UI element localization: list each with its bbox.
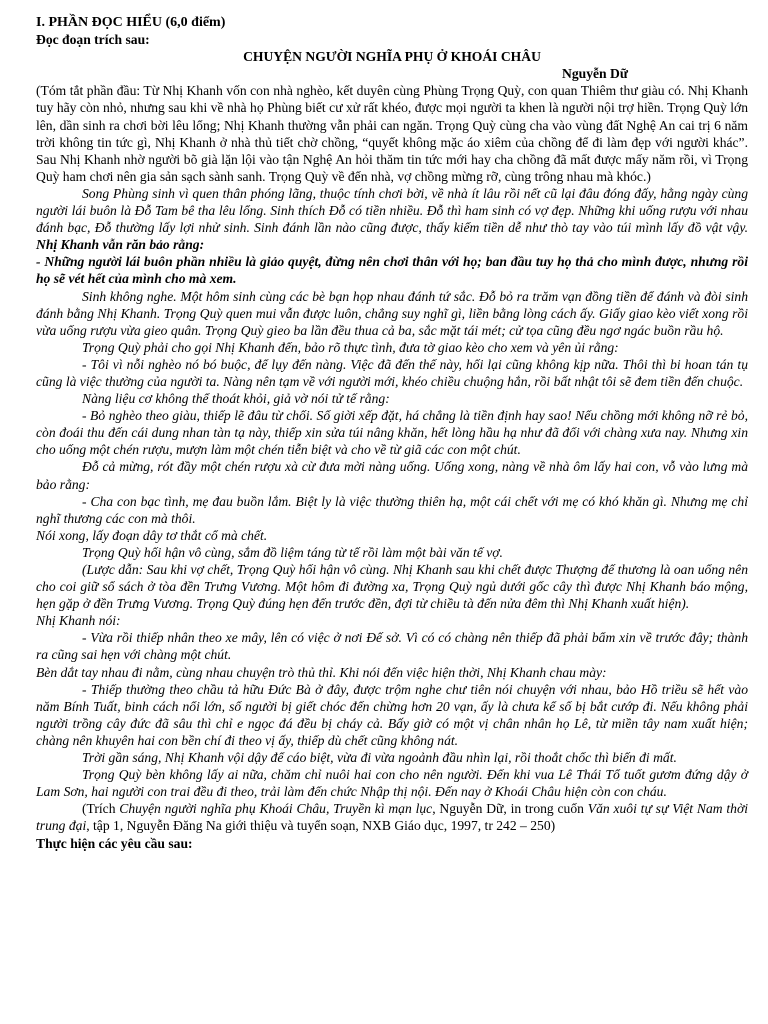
dialogue-paragraph: - Bỏ nghèo theo giàu, thiếp lẽ đâu từ chối. Số giời xếp đặt, há chẳng là tiền định hay sao! Nếu chồng mới không nỡ rẻ bỏ, còn đoái thu đến cái dung nhan tàn tạ này, thiếp xin sửa túi nâng khăn, hết lòng hầu hạ như đã đối với chàng xưa nay. Nhưng xin cho uống một chén rượu, mượn làm một chén tiễn biệt và cho về từ giã các con một chút. [36,408,748,458]
dialogue-paragraph: - Tôi vì nỗi nghèo nó bó buộc, để lụy đến nàng. Việc đã đến thế này, hối lại cũng không kịp nữa. Thôi thì bi hoan tán tụ cũng là việc thường của người ta. Nàng nên tạm về với người mới, khéo chiều chuộng hắn, rồi bất nhật tôi sẽ đem tiền đến chuộc. [36,356,748,389]
dialogue-paragraph: - Thiếp thường theo chầu tả hữu Đức Bà ở đây, được trộm nghe chư tiên nói chuyện với nhau, bảo Hồ triều sẽ hết vào năm Bính Tuất, binh cách nổi lớn, số người bị giết chóc đến chừng hơn 20 vạn, ấy là chưa kể số bị bắt cướp đi. Nếu không phải người trồng cây đức đã sâu thì chỉ e ngọc đá đều bị cháy cả. Bấy giờ có một vị chân nhân họ Lê, từ miền tây nam xuất hiện; chàng nên khuyên hai con bền chí đi theo vị ấy, thiếp dù chết cũng không nát. [36,681,748,748]
story-paragraph: Nhị Khanh nói: [36,613,121,629]
dialogue-paragraph: - Cha con bạc tình, mẹ đau buồn lắm. Biệt ly là việc thường thiên hạ, một cái chết với mẹ có khó khăn gì. Nhưng mẹ chỉ nghĩ thương các con mà thôi. [36,493,748,526]
story-paragraph: Đỗ cả mừng, rót đầy một chén rượu xà cừ đưa mời nàng uống. Uống xong, nàng về nhà ôm lấy hai con, vỗ vào lưng mà bảo rằng: [36,459,748,492]
story-paragraph: Trời gần sáng, Nhị Khanh vội dậy để cáo biệt, vừa đi vừa ngoảnh đầu nhìn lại, rồi thoắt chốc thì biến đi mất. [82,750,677,766]
citation-text: , Nguyễn Dữ, in trong cuốn [432,801,588,817]
story-paragraph: Trọng Quỳ phải cho gọi Nhị Khanh đến, bảo rõ thực tình, đưa tờ giao kèo cho xem và yên ủi rằng: [82,339,619,355]
dialogue-paragraph: - Những người lái buôn phần nhiều là giảo quyệt, đừng nên chơi thân với họ; ban đầu tuy họ thả cho mình được, nhưng rồi họ sẽ vét hết của mình cho mà xem. [36,254,748,287]
story-text: Song Phùng sinh vì quen thân phóng lãng, thuộc tính chơi bời, về nhà ít lâu rồi nết cũ lại đâu đóng đấy, hằng ngày cùng người lái buôn là Đỗ Tam bê tha lêu lổng. Sinh thích Đỗ có tiền nhiều. Đỗ thì ham sinh có vợ đẹp. Những khi uống rượu với nhau đánh bạc, Đỗ thường lấy lợi nhử sinh. Sinh đánh lần nào cũng được, thấy kiếm tiền dễ như thò tay vào túi mình lấy đồ vật vậy. [36,185,748,236]
story-emphasis: Nhị Khanh vẫn răn bảo rằng: [36,237,205,253]
story-paragraph: Sinh không nghe. Một hôm sinh cùng các bè bạn họp nhau đánh tứ sắc. Đỗ bỏ ra trăm vạn đồng tiền để đánh và đòi sinh đánh bằng Nhị Khanh. Trọng Quỳ quen mui vẫn được luôn, chẳng suy nghĩ gì, liền bằng lòng cách ấy. Giấy giao kèo viết xong rồi vừa uống rượu vừa gieo quân. Trọng Quỳ gieo ba lần đều thua cả ba, sắc mặt tái mét; cử tọa cũng đều ngơ ngác buồn rầu hộ. [36,288,748,338]
citation-text: , tập 1, Nguyễn Đăng Na giới thiệu và tuyển soạn, NXB Giáo dục, 1997, tr 242 – 250) [86,818,556,834]
citation-text: (Trích [82,801,120,817]
story-paragraph: Nói xong, lấy đoạn dây tơ thắt cổ mà chết. [36,527,268,543]
story-paragraph: Bèn dắt tay nhau đi nằm, cùng nhau chuyện trò thủ thỉ. Khi nói đến việc hiện thời, Nhị Khanh chau mày: [36,664,607,680]
story-paragraph: Trọng Quỳ hối hận vô cùng, sắm đồ liệm táng từ tế rồi làm một bài văn tế vợ. [82,544,503,560]
citation-work-title: Chuyện người nghĩa phụ Khoái Châu, Truyền kì mạn lục [119,801,433,817]
author-name: Nguyễn Dữ [562,66,628,82]
story-paragraph [36,185,748,253]
story-title: CHUYỆN NGƯỜI NGHĨA PHỤ Ở KHOÁI CHÂU [243,49,541,65]
dialogue-paragraph: - Vừa rồi thiếp nhân theo xe mây, lên có việc ở nơi Đế sở. Vì có có chàng nên thiếp đã phải bẩm xin về trước đây; thành ra cũng sai hẹn với chàng một chút. [36,630,748,663]
citation [36,800,748,834]
story-paragraph: Nàng liệu cơ không thể thoát khỏi, giả vờ nói tử tế rằng: [82,391,390,407]
reading-prompt: Đọc đoạn trích sau: [36,32,150,48]
citation-book-title: Văn xuôi tự sự Việt Nam thời trung đại [36,801,748,834]
tasks-heading: Thực hiện các yêu cầu sau: [36,835,193,851]
section-heading: I. PHẦN ĐỌC HIỂU (6,0 điểm) [36,15,226,30]
summary-paragraph: (Tóm tắt phần đầu: Từ Nhị Khanh vốn con nhà nghèo, kết duyên cùng Phùng Trọng Quỳ, con quan Thiêm thư giàu có. Nhị Khanh tuy hãy còn nhỏ, nhưng sau khi về nhà họ Phùng biết cư xử rất khéo, được mọi người ta khen là người nội trợ hiền. Trọng Quỳ lớn lên, dần sinh ra chơi bời lêu lổng; Nhị Khanh thường vẫn phải can ngăn. Trọng Quỳ cùng cha vào vùng đất Nghệ An cai trị 6 năm trời không tin tức gì, Nhị Khanh ở nhà thủ tiết chờ chồng, “quyết không mặc áo xiêm của chồng để đi làm đẹp với người khác”. Sau Nhị Khanh nhờ người bõ già lặn lội vào tận Nghệ An hỏi thăm tin tức mới hay cha chồng đã mất được mấy năm rồi, vì Trọng Quỳ ham chơi nên gia sản sạch sành sanh. Trọng Quỳ về đến nhà, vợ chồng mừng rỡ, cùng trông nhau mà khóc.) [36,83,748,184]
summary-note: (Lược dẫn: Sau khi vợ chết, Trọng Quỳ hối hận vô cùng. Nhị Khanh sau khi chết được Thượng đế thương là oan uổng nên cho coi giữ sổ sách ở tòa đền Trưng Vương. Một hôm đi đường xa, Trọng Quỳ ngủ dưới gốc cây thì được Nhị Khanh báo mộng, hẹn gặp ở đền Trưng Vương. Trọng Quỳ đúng hẹn đến trước đền, đợi từ chiều tà đến nửa đêm thì Nhị Khanh xuất hiện). [36,562,748,612]
story-paragraph: Trọng Quỳ bèn không lấy ai nữa, chăm chỉ nuôi hai con cho nên người. Đến khi vua Lê Thái Tổ tuốt gươm đứng dậy ở Lam Sơn, hai người con trai đều đi theo, trải làm đến chức Nhập thị nội. Đến nay ở Khoái Châu hiện còn con cháu. [36,767,748,800]
